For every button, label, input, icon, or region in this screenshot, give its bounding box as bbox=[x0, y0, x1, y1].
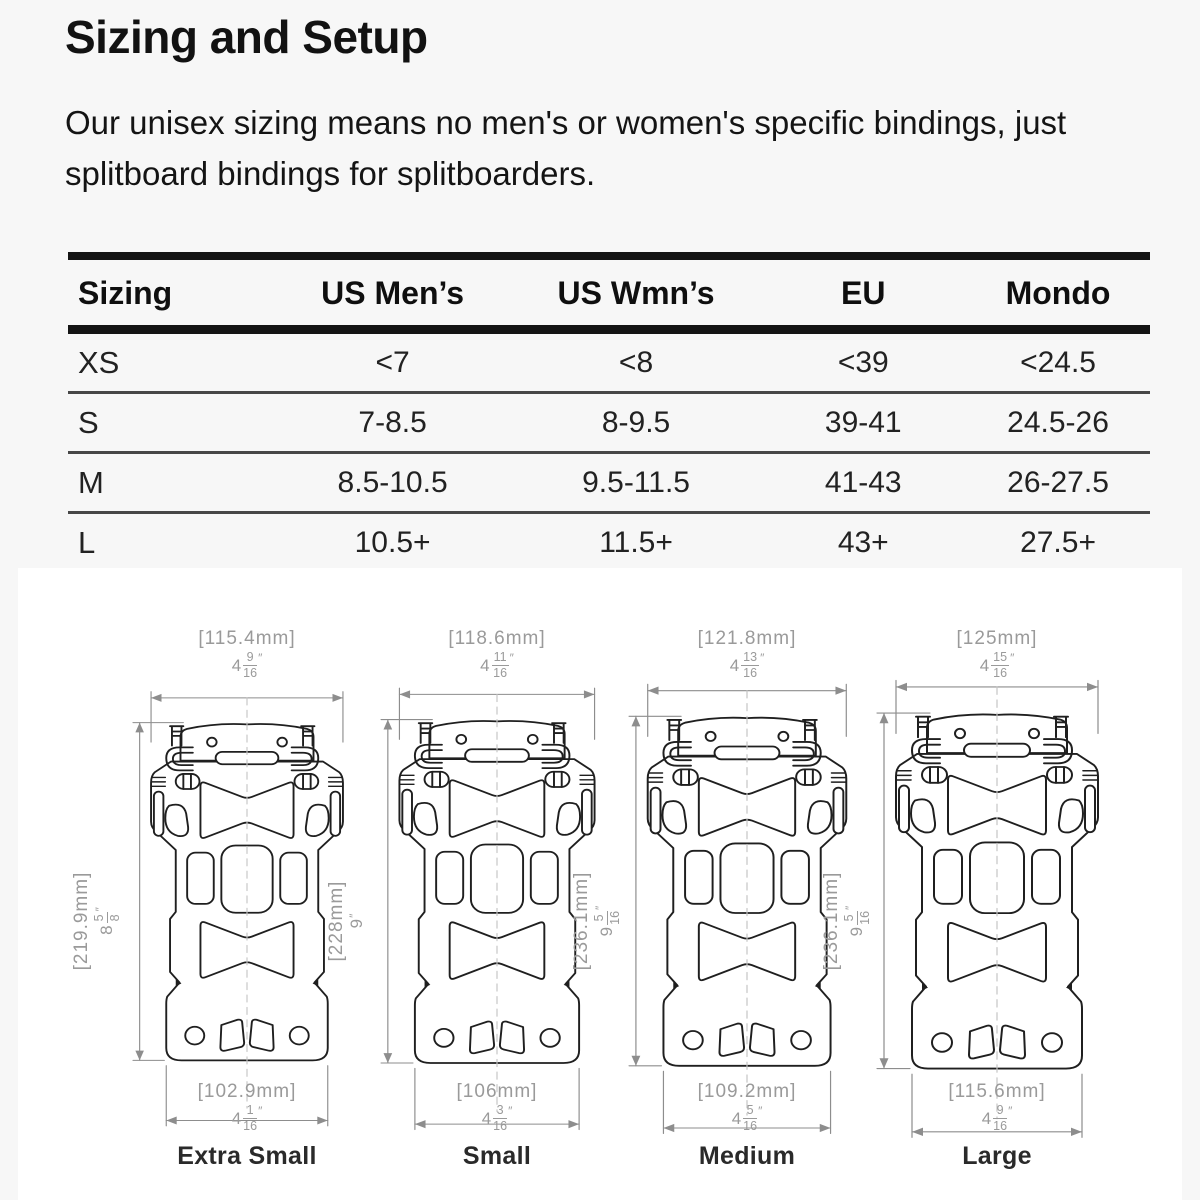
cell-eu: 41-43 bbox=[824, 466, 902, 499]
fraction-denominator: 16 bbox=[743, 666, 758, 681]
diagram-panel bbox=[18, 568, 1182, 1200]
bottom-width-inch-label bbox=[872, 1104, 1122, 1133]
cell-mondo: <24.5 bbox=[1020, 346, 1096, 379]
size-label: Medium bbox=[698, 1142, 796, 1170]
fraction-denominator: 16 bbox=[607, 910, 622, 925]
column-header-us-mens: US Men’s bbox=[321, 275, 465, 311]
fraction-whole: 4 bbox=[981, 1108, 992, 1128]
size-label: Large bbox=[962, 1142, 1032, 1170]
column-header-us-wmns: US Wmn’s bbox=[557, 275, 715, 311]
bottom-width-inch-label bbox=[372, 1104, 622, 1133]
fraction-whole: 4 bbox=[231, 655, 242, 675]
fraction-denominator: 16 bbox=[243, 666, 258, 681]
intro-text: Our unisex sizing means no men's or women's specific bindings, just splitboard bindings for splitboarders. bbox=[65, 104, 1067, 193]
cell-us-wmns: 8-9.5 bbox=[601, 406, 671, 439]
fraction-numerator: 5 bbox=[593, 911, 608, 925]
height-mm-label: [219.9mm] bbox=[70, 871, 92, 971]
fraction-numerator: 11 bbox=[492, 651, 509, 666]
fraction-whole: 4 bbox=[729, 655, 740, 675]
fraction-whole: 9 bbox=[597, 926, 617, 937]
size-row-s bbox=[68, 393, 1150, 453]
cell-size: L bbox=[78, 525, 96, 560]
cell-us-mens: 8.5-10.5 bbox=[337, 466, 448, 499]
height-dimension-label bbox=[570, 826, 622, 1016]
cell-us-wmns: 9.5-11.5 bbox=[582, 466, 690, 499]
size-label: Extra Small bbox=[177, 1142, 317, 1170]
inch-mark: ″ bbox=[258, 651, 263, 665]
fraction-denominator: 16 bbox=[993, 666, 1008, 681]
column-header-eu: EU bbox=[841, 275, 886, 311]
fraction-denominator: 8 bbox=[107, 914, 122, 922]
fraction-numerator: 5 bbox=[743, 1104, 757, 1119]
bottom-width-inch-label bbox=[622, 1104, 872, 1133]
stacked-fraction bbox=[593, 911, 622, 925]
fraction-numerator: 1 bbox=[243, 1104, 257, 1119]
cell-eu: <39 bbox=[837, 346, 889, 379]
binding-diagram-large bbox=[820, 568, 1122, 1200]
column-header-mondo: Mondo bbox=[1005, 275, 1111, 311]
fraction-numerator: 5 bbox=[843, 911, 858, 925]
cell-us-mens: 10.5+ bbox=[354, 526, 431, 559]
cell-us-mens: <7 bbox=[375, 346, 410, 379]
fraction-denominator: 16 bbox=[857, 910, 872, 925]
inch-mark: ″ bbox=[258, 1104, 263, 1118]
cell-eu: 39-41 bbox=[824, 406, 902, 439]
height-mm-label: [228mm] bbox=[325, 880, 347, 962]
cell-us-wmns: <8 bbox=[618, 346, 654, 379]
fraction-whole: 9 bbox=[347, 918, 367, 929]
fraction-whole: 4 bbox=[231, 1108, 242, 1128]
cell-eu: 43+ bbox=[837, 526, 889, 559]
fraction-whole: 9 bbox=[847, 926, 867, 937]
page-title: Sizing and Setup bbox=[65, 11, 428, 63]
inch-mark: ″ bbox=[509, 651, 514, 665]
inch-mark: ″ bbox=[92, 907, 107, 912]
cell-us-wmns: 11.5+ bbox=[599, 526, 673, 559]
stacked-fraction bbox=[493, 1104, 507, 1133]
cell-size: XS bbox=[78, 345, 120, 380]
fraction-denominator: 16 bbox=[493, 1119, 508, 1134]
inch-mark: ″ bbox=[347, 913, 362, 918]
inch-mark: ″ bbox=[592, 905, 607, 910]
stacked-fraction bbox=[993, 1104, 1007, 1133]
fraction-numerator: 3 bbox=[493, 1104, 507, 1119]
bottom-width-inch-label bbox=[122, 1104, 372, 1133]
height-dimension-label bbox=[324, 826, 370, 1016]
fraction-whole: 4 bbox=[731, 1108, 742, 1128]
stacked-fraction bbox=[93, 912, 122, 923]
fraction-denominator: 16 bbox=[743, 1119, 758, 1134]
fraction-whole: 4 bbox=[979, 655, 990, 675]
size-row-m bbox=[68, 453, 1150, 513]
bottom-width-mm-label: [109.2mm] bbox=[697, 1081, 797, 1102]
fraction-numerator: 13 bbox=[741, 651, 759, 666]
cell-size: M bbox=[78, 465, 104, 500]
fraction-denominator: 16 bbox=[493, 666, 508, 681]
top-width-mm-label: [118.6mm] bbox=[448, 628, 546, 649]
stacked-fraction bbox=[843, 911, 872, 925]
height-dimension-label bbox=[70, 826, 122, 1016]
cell-mondo: 27.5+ bbox=[1020, 526, 1096, 559]
sizing-table bbox=[68, 252, 1150, 579]
fraction-numerator: 9 bbox=[243, 651, 257, 666]
inch-mark: ″ bbox=[508, 1104, 513, 1118]
height-mm-label: [236.1mm] bbox=[820, 871, 842, 971]
fraction-denominator: 16 bbox=[243, 1119, 258, 1134]
cell-mondo: 26-27.5 bbox=[1007, 466, 1109, 499]
cell-size: S bbox=[78, 405, 99, 440]
inch-mark: ″ bbox=[758, 1104, 763, 1118]
bottom-width-mm-label: [106mm] bbox=[456, 1081, 538, 1102]
top-width-mm-label: [125mm] bbox=[956, 628, 1038, 649]
stacked-fraction bbox=[243, 1104, 257, 1133]
inch-mark: ″ bbox=[1008, 1104, 1013, 1118]
fraction-whole: 4 bbox=[481, 1108, 492, 1128]
fraction-numerator: 15 bbox=[991, 651, 1009, 666]
top-width-mm-label: [115.4mm] bbox=[198, 628, 296, 649]
column-header-sizing: Sizing bbox=[78, 275, 173, 311]
size-row-l bbox=[68, 513, 1150, 576]
fraction-numerator: 5 bbox=[93, 912, 108, 923]
size-row-xs bbox=[68, 330, 1150, 393]
fraction-denominator: 16 bbox=[993, 1119, 1008, 1134]
height-mm-label: [236.1mm] bbox=[570, 871, 592, 971]
inch-mark: ″ bbox=[760, 651, 765, 665]
bottom-width-mm-label: [115.6mm] bbox=[948, 1081, 1046, 1102]
bottom-width-mm-label: [102.9mm] bbox=[197, 1081, 297, 1102]
binding-technical-drawing bbox=[866, 673, 1114, 1143]
inch-mark: ″ bbox=[842, 905, 857, 910]
stacked-fraction bbox=[743, 1104, 757, 1133]
size-label: Small bbox=[462, 1142, 532, 1170]
cell-mondo: 24.5-26 bbox=[1007, 406, 1109, 439]
fraction-whole: 8 bbox=[97, 925, 117, 935]
fraction-whole: 4 bbox=[480, 655, 490, 675]
table-header-row bbox=[68, 256, 1150, 330]
fraction-numerator: 9 bbox=[993, 1104, 1007, 1119]
top-width-mm-label: [121.8mm] bbox=[697, 628, 797, 649]
height-dimension-label bbox=[820, 826, 872, 1016]
inch-mark: ″ bbox=[1010, 651, 1015, 665]
cell-us-mens: 7-8.5 bbox=[358, 406, 427, 439]
